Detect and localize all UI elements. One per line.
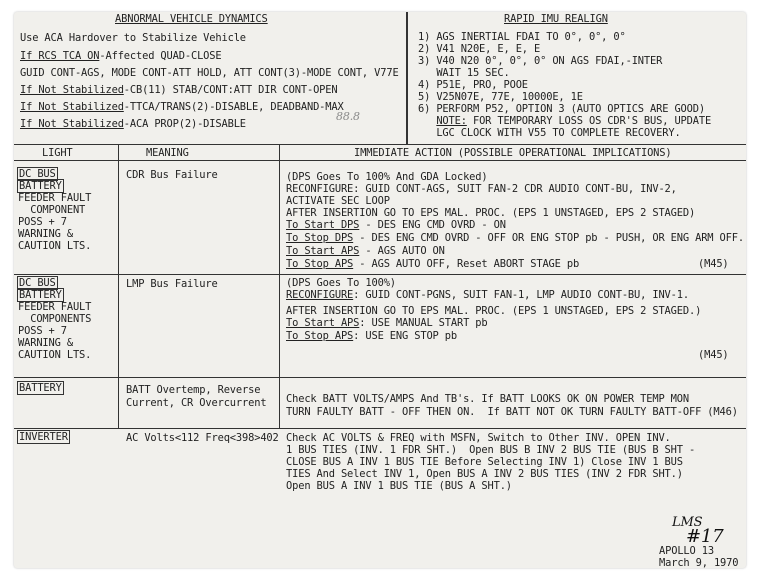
row1-action-3: ACTIVATE SEC LOOP bbox=[286, 195, 390, 207]
row2-light-box2: BATTERY bbox=[19, 289, 62, 301]
row1-light-l5: CAUTION LTS. bbox=[18, 240, 92, 252]
header-rule bbox=[14, 160, 746, 161]
row2-action-2-cond: RECONFIGURE bbox=[286, 289, 354, 301]
row2-action-5-cond: To Stop APS bbox=[286, 330, 354, 342]
row2-action-4-act: : USE MANUAL START pb bbox=[359, 317, 488, 329]
imu-note-text-1: FOR TEMPORARY LOSS OS CDR'S BUS, UPDATE bbox=[466, 115, 712, 127]
row4-light bbox=[18, 431, 69, 444]
row2-action-1: (DPS Goes To 100%) bbox=[286, 277, 396, 289]
abnormal-line-2-cond: If RCS TCA ON bbox=[20, 50, 100, 62]
imu-note-label: NOTE: bbox=[436, 115, 467, 127]
checklist-card bbox=[14, 12, 746, 568]
section-title-abnormal: ABNORMAL VEHICLE DYNAMICS bbox=[115, 13, 268, 25]
row4-meaning: AC Volts<112 Freq<398>402 bbox=[126, 432, 279, 444]
abnormal-line-3: GUID CONT-AGS, MODE CONT-ATT HOLD, ATT CONT(3)-MODE CONT, V77E bbox=[20, 67, 399, 79]
row3-meaning-2: Current, CR Overcurrent bbox=[126, 397, 267, 409]
row2-light-box1: DC BUS bbox=[19, 277, 56, 289]
row4-action-1: Check AC VOLTS & FREQ with MSFN, Switch to Other INV. OPEN INV. bbox=[286, 432, 671, 444]
row1-action-8-act: - AGS AUTO OFF, Reset ABORT STAGE pb bbox=[353, 258, 580, 270]
row1-action-1: (DPS Goes To 100% And GDA Locked) bbox=[286, 171, 488, 183]
header-action: IMMEDIATE ACTION (POSSIBLE OPERATIONAL IMPLICATIONS) bbox=[354, 147, 672, 159]
row2-action-4 bbox=[286, 317, 488, 330]
row2-light-l1: FEEDER FAULT bbox=[18, 301, 92, 313]
row4-action-4: TIES And Select INV 1, Open BUS A INV 2 BUS TIES (INV 2 FDR SHT.) bbox=[286, 468, 683, 480]
imu-step-2: 2) V41 N20E, E, E, E bbox=[418, 43, 541, 55]
row1-light-box1: DC BUS bbox=[19, 168, 56, 180]
row2-action-5-act: : USE ENG STOP pb bbox=[353, 330, 457, 342]
row1-action-7-act: - AGS AUTO ON bbox=[359, 245, 445, 257]
abnormal-line-5-cond: If Not Stabilized bbox=[20, 101, 124, 113]
row2-light-l5: CAUTION LTS. bbox=[18, 349, 92, 361]
row3-meaning-1: BATT Overtemp, Reverse bbox=[126, 384, 261, 396]
row1-action-6 bbox=[286, 232, 744, 245]
row-rule-1 bbox=[14, 274, 746, 275]
imu-step-3: 3) V40 N20 0°, 0°, 0° ON AGS FDAI,-INTER bbox=[418, 55, 663, 67]
handwritten-number: #17 bbox=[686, 526, 724, 547]
row1-action-7 bbox=[286, 245, 445, 258]
row2-light-l3: POSS + 7 bbox=[18, 325, 67, 337]
row1-action-6-act: - DES ENG CMD OVRD - OFF OR ENG STOP pb - PUSH, OR ENG ARM OFF. bbox=[353, 232, 744, 244]
header-meaning: MEANING bbox=[146, 147, 189, 159]
row2-action-4-cond: To Start APS bbox=[286, 317, 360, 329]
row1-action-7-cond: To Start APS bbox=[286, 245, 360, 257]
row1-action-8-cond: To Stop APS bbox=[286, 258, 354, 270]
abnormal-line-6 bbox=[20, 118, 246, 131]
row4-action-2: 1 BUS TIES (INV. 1 FDR SHT.) Open BUS B INV 2 BUS TIE (BUS B SHT - bbox=[286, 444, 696, 456]
top-divider bbox=[406, 12, 408, 144]
abnormal-line-5 bbox=[20, 101, 344, 114]
top-section-rule bbox=[14, 144, 746, 145]
row3-action-1: Check BATT VOLTS/AMPS And TB's. If BATT LOOKS OK ON POWER TEMP MON bbox=[286, 393, 689, 405]
row1-meaning: CDR Bus Failure bbox=[126, 169, 218, 181]
row1-ref: (M45) bbox=[698, 258, 729, 270]
imu-step-3b: WAIT 15 SEC. bbox=[418, 67, 510, 79]
row3-light-box: BATTERY bbox=[19, 382, 62, 394]
abnormal-line-5-act: -TTCA/TRANS(2)-DISABLE, DEADBAND-MAX bbox=[123, 101, 344, 113]
row1-action-8 bbox=[286, 258, 579, 271]
row2-light bbox=[18, 277, 91, 361]
abnormal-line-1: Use ACA Hardover to Stabilize Vehicle bbox=[20, 32, 246, 44]
row1-light-l3: POSS + 7 bbox=[18, 216, 67, 228]
row4-light-box: INVERTER bbox=[19, 431, 68, 443]
abnormal-line-4-act: -CB(11) STAB/CONT:ATT DIR CONT-OPEN bbox=[123, 84, 338, 96]
col-rule-2 bbox=[279, 144, 280, 428]
row1-light-l2: COMPONENT bbox=[18, 204, 86, 216]
row3-light bbox=[18, 382, 63, 395]
imu-step-1: 1) AGS INERTIAL FDAI TO 0°, 0°, 0° bbox=[418, 31, 626, 43]
row4-action-3: CLOSE BUS A INV 1 BUS TIE Before Selecting INV 1) Close INV 1 BUS bbox=[286, 456, 683, 468]
row2-action-5 bbox=[286, 330, 457, 343]
row2-action-3: AFTER INSERTION GO TO EPS MAL. PROC. (EPS 1 UNSTAGED, EPS 2 STAGED.) bbox=[286, 305, 702, 317]
row2-ref: (M45) bbox=[698, 349, 729, 361]
header-light: LIGHT bbox=[42, 147, 73, 159]
row-rule-3 bbox=[14, 428, 746, 429]
row-rule-2 bbox=[14, 377, 746, 378]
abnormal-line-2-act: -Affected QUAD-CLOSE bbox=[99, 50, 222, 62]
abnormal-line-6-cond: If Not Stabilized bbox=[20, 118, 124, 130]
row1-action-5-act: - DES ENG CMD OVRD - ON bbox=[359, 219, 506, 231]
abnormal-line-6-act: -ACA PROP(2)-DISABLE bbox=[123, 118, 246, 130]
abnormal-line-4 bbox=[20, 84, 338, 97]
row1-light bbox=[18, 168, 91, 252]
row1-light-l4: WARNING & bbox=[18, 228, 73, 240]
row1-action-4: AFTER INSERTION GO TO EPS MAL. PROC. (EPS 1 UNSTAGED, EPS 2 STAGED) bbox=[286, 207, 696, 219]
footer-mission: APOLLO 13 bbox=[659, 545, 714, 557]
row2-action-2-act: : GUID CONT-PGNS, SUIT FAN-1, LMP AUDIO CONT-BU, INV-1. bbox=[353, 289, 689, 301]
row2-meaning: LMP Bus Failure bbox=[126, 278, 218, 290]
footer-date: March 9, 1970 bbox=[659, 557, 739, 569]
section-title-imu: RAPID IMU REALIGN bbox=[504, 13, 608, 25]
imu-step-5: 5) V25N07E, 77E, 10000E, 1E bbox=[418, 91, 583, 103]
imu-note-2: LGC CLOCK WITH V55 TO COMPLETE RECOVERY. bbox=[418, 127, 681, 139]
handwritten-lms: LMS bbox=[672, 515, 703, 530]
pencil-note: 88.8 bbox=[336, 110, 360, 123]
col-rule-1 bbox=[118, 144, 119, 428]
abnormal-line-4-cond: If Not Stabilized bbox=[20, 84, 124, 96]
row2-light-l4: WARNING & bbox=[18, 337, 73, 349]
row1-action-5 bbox=[286, 219, 506, 232]
row3-action-2: TURN FAULTY BATT - OFF THEN ON. If BATT NOT OK TURN FAULTY BATT-OFF (M46) bbox=[286, 406, 738, 418]
imu-step-6: 6) PERFORM P52, OPTION 3 (AUTO OPTICS ARE GOOD) bbox=[418, 103, 705, 115]
row2-light-l2: COMPONENTS bbox=[18, 313, 92, 325]
row1-light-l1: FEEDER FAULT bbox=[18, 192, 92, 204]
imu-step-4: 4) P51E, PRO, POOE bbox=[418, 79, 528, 91]
abnormal-line-2 bbox=[20, 50, 222, 63]
row4-action-5: Open BUS A INV 1 BUS TIE (BUS A SHT.) bbox=[286, 480, 512, 492]
row1-action-2: RECONFIGURE: GUID CONT-AGS, SUIT FAN-2 CDR AUDIO CONT-BU, INV-2, bbox=[286, 183, 677, 195]
row1-action-6-cond: To Stop DPS bbox=[286, 232, 354, 244]
row1-action-5-cond: To Start DPS bbox=[286, 219, 360, 231]
row1-light-box2: BATTERY bbox=[19, 180, 62, 192]
row2-action-2 bbox=[286, 289, 689, 302]
